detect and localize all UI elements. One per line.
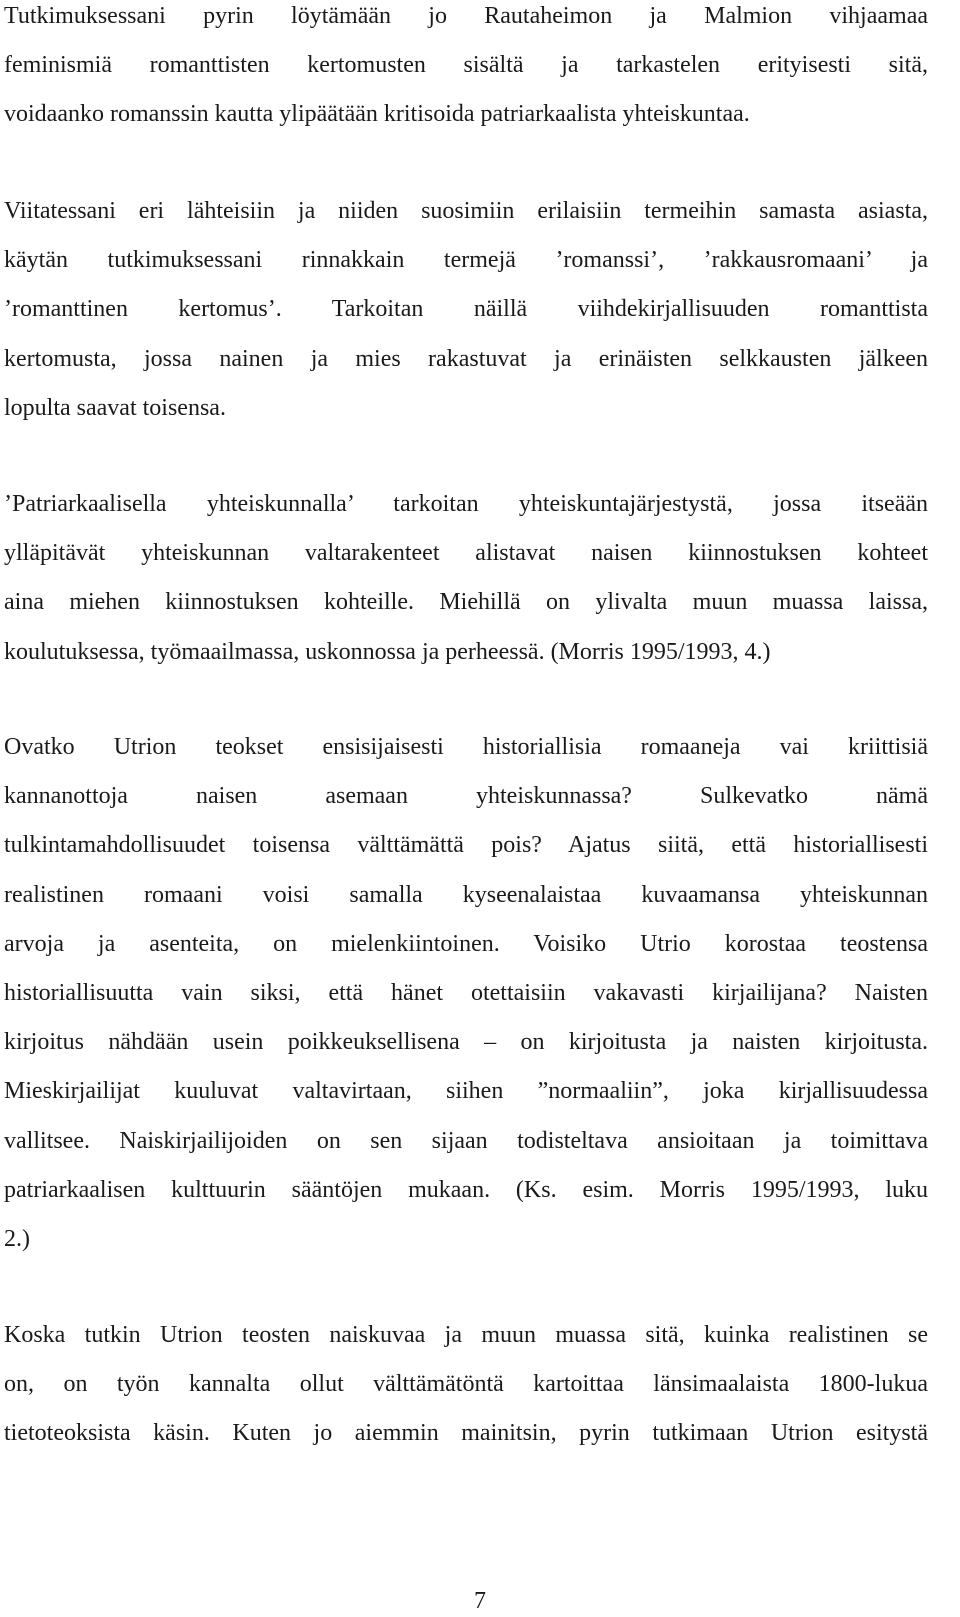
text-line: Tutkimuksessani pyrin löytämään jo Rautaheimon ja Malmion vihjaamaa — [4, 3, 928, 29]
page-number: 7 — [474, 1588, 486, 1614]
text-line: realistinen romaani voisi samalla kyseenalaistaa kuvaamansa yhteiskunnan — [4, 881, 928, 908]
text-line: on, on työn kannalta ollut välttämätöntä kartoittaa länsimaalaista 1800-lukua — [4, 1371, 928, 1398]
paragraph-1 — [4, 0, 928, 140]
text-line: kirjoitus nähdään usein poikkeuksellisena – on kirjoitusta ja naisten kirjoitusta. — [4, 1029, 928, 1056]
paragraph-5 — [4, 1311, 928, 1459]
text-line: ylläpitävät yhteiskunnan valtarakenteet alistavat naisen kiinnostuksen kohteet — [4, 540, 928, 567]
text-line: voidaanko romanssin kautta ylipäätään kritisoida patriarkaalista yhteiskuntaa. — [4, 101, 750, 128]
text-line: tietoteoksista käsin. Kuten jo aiemmin mainitsin, pyrin tutkimaan Utrion esitystä — [4, 1420, 928, 1447]
text-line: ’romanttinen kertomus’. Tarkoitan näillä viihdekirjallisuuden romanttista — [4, 296, 928, 323]
text-line: aina miehen kiinnostuksen kohteille. Miehillä on ylivalta muun muassa laissa, — [4, 589, 928, 616]
paragraph-4 — [4, 723, 928, 1264]
text-line: kannanottoja naisen asemaan yhteiskunnassa? Sulkevatko nämä — [4, 783, 928, 810]
text-line: käytän tutkimuksessani rinnakkain termejä ’romanssi’, ’rakkausromaani’ ja — [4, 247, 928, 274]
text-line: Mieskirjailijat kuuluvat valtavirtaan, siihen ”normaaliin”, joka kirjallisuudessa — [4, 1078, 928, 1105]
text-line: lopulta saavat toisensa. — [4, 394, 226, 421]
paragraph-2 — [4, 187, 928, 433]
text-line: Koska tutkin Utrion teosten naiskuvaa ja muun muassa sitä, kuinka realistinen se — [4, 1322, 928, 1348]
text-line: Ovatko Utrion teokset ensisijaisesti historiallisia romaaneja vai kriittisiä — [4, 734, 928, 760]
text-line: tulkintamahdollisuudet toisensa välttämättä pois? Ajatus siitä, että historiallisesti — [4, 832, 928, 859]
text-line: 2.) — [4, 1225, 30, 1252]
text-line: historiallisuutta vain siksi, että hänet otettaisiin vakavasti kirjailijana? Naisten — [4, 979, 928, 1006]
paragraph-3 — [4, 480, 928, 677]
text-line: arvoja ja asenteita, on mielenkiintoinen. Voisiko Utrio korostaa teostensa — [4, 930, 928, 957]
text-line: patriarkaalisen kulttuurin sääntöjen mukaan. (Ks. esim. Morris 1995/1993, luku — [4, 1176, 928, 1203]
text-line: feminismiä romanttisten kertomusten sisältä ja tarkastelen erityisesti sitä, — [4, 52, 928, 79]
text-line: vallitsee. Naiskirjailijoiden on sen sijaan todisteltava ansioitaan ja toimittava — [4, 1127, 928, 1154]
text-line: ’Patriarkaalisella yhteiskunnalla’ tarkoitan yhteiskuntajärjestystä, jossa itseään — [4, 491, 928, 517]
text-line: Viitatessani eri lähteisiin ja niiden suosimiin erilaisiin termeihin samasta asiasta, — [4, 198, 928, 224]
text-line: koulutuksessa, työmaailmassa, uskonnossa ja perheessä. (Morris 1995/1993, 4.) — [4, 638, 771, 665]
text-line: kertomusta, jossa nainen ja mies rakastuvat ja erinäisten selkkausten jälkeen — [4, 345, 928, 372]
